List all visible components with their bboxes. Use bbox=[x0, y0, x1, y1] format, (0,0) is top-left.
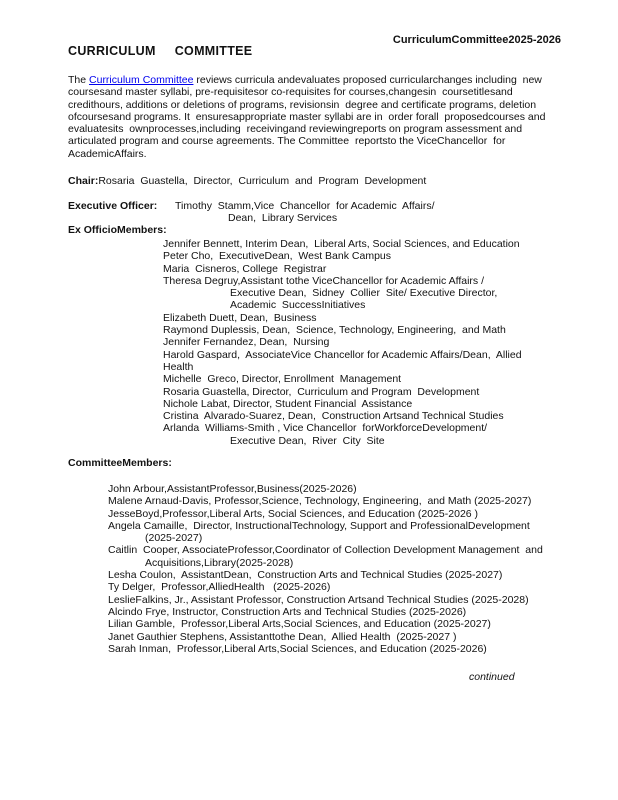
committee-member-line: Alcindo Frye, Instructor, Construction Arts and Technical Studies (2025-2026) bbox=[108, 605, 467, 618]
ex-officio-member-line: Theresa Degruy,Assistant tothe ViceChancellor for Academic Affairs / bbox=[163, 274, 484, 287]
committee-member-line: Sarah Inman, Professor,Liberal Arts,Social Sciences, and Education (2025-2026) bbox=[108, 642, 487, 655]
committee-member-line: Lilian Gamble, Professor,Liberal Arts,Social Sciences, and Education (2025-2027) bbox=[108, 618, 491, 631]
intro-paragraph bbox=[68, 74, 569, 160]
document-header-label: CurriculumCommittee2025-2026 bbox=[392, 34, 561, 46]
ex-officio-member-line: Jennifer Fernandez, Dean, Nursing bbox=[163, 336, 330, 349]
committee-member-line: Malene Arnaud-Davis, Professor,Science, Technology, Engineering, and Math (2025-2027) bbox=[108, 495, 532, 508]
ex-officio-heading: Ex OfficioMembers: bbox=[68, 224, 167, 236]
intro-body: reviews curricula andevaluates proposed curricularchanges including new coursesand master syllabi, pre-requisitesor co-requisites for courses,changesin coursetitlesand credithours, additions or deletions of programs, revisionsin degree and certificate programs, deletion ofcoursesand programs. It ensuresappropriate master syllabi are in order forall proposedcourses and evaluatesits ownprocesses,including receivingand reviewingreports on program assessment and articulated program and course agreements. The Committee reportsto the ViceChancellor for AcademicAffairs. bbox=[68, 74, 549, 160]
executive-officer-label: Executive Officer: bbox=[68, 200, 158, 212]
ex-officio-member-line: Rosaria Guastella, Director, Curriculum and Program Development bbox=[163, 385, 480, 398]
executive-officer-line bbox=[68, 200, 435, 212]
page-title bbox=[68, 45, 252, 57]
committee-members-heading: CommitteeMembers: bbox=[68, 457, 172, 469]
ex-officio-member-line-continuation: Health bbox=[163, 360, 194, 373]
committee-member-line: Caitlin Cooper, AssociateProfessor,Coordinator of Collection Development Management and bbox=[108, 544, 543, 557]
intro-prefix: The bbox=[68, 74, 90, 86]
ex-officio-member-line-continuation: Executive Dean, River City Site bbox=[230, 434, 385, 447]
committee-member-line-continuation: (2025-2027) bbox=[145, 532, 203, 545]
ex-officio-member-line: Raymond Duplessis, Dean, Science, Technology, Engineering, and Math bbox=[163, 324, 506, 337]
committee-members-list bbox=[108, 483, 543, 655]
committee-member-line: JesseBoyd,Professor,Liberal Arts, Social Sciences, and Education (2025-2026 ) bbox=[108, 507, 479, 520]
ex-officio-member-line: Harold Gaspard, AssociateVice Chancellor for Academic Affairs/Dean, Allied bbox=[163, 348, 522, 361]
ex-officio-list bbox=[163, 238, 522, 447]
ex-officio-member-line: Cristina Alvarado-Suarez, Dean, Construction Artsand Technical Studies bbox=[163, 410, 504, 423]
ex-officio-member-line: Arlanda Williams-Smith , Vice Chancellor forWorkforceDevelopment/ bbox=[163, 422, 488, 435]
ex-officio-member-line-continuation: Executive Dean, Sidney Collier Site/ Executive Director, bbox=[230, 287, 498, 300]
chair-line bbox=[68, 175, 426, 187]
continued-note: continued bbox=[469, 671, 515, 683]
ex-officio-member-line: Maria Cisneros, College Registrar bbox=[163, 262, 327, 275]
ex-officio-member-line: Jennifer Bennett, Interim Dean, Liberal Arts, Social Sciences, and Education bbox=[163, 238, 520, 250]
committee-member-line: John Arbour,AssistantProfessor,Business(2025-2026) bbox=[108, 483, 357, 495]
ex-officio-member-line: Michelle Greco, Director, Enrollment Management bbox=[163, 373, 402, 386]
committee-member-line: Ty Delger, Professor,AlliedHealth (2025-2026) bbox=[108, 581, 331, 594]
page-title-word2: COMMITTEE bbox=[174, 44, 253, 58]
executive-officer-name: Timothy Stamm,Vice Chancellor for Academic Affairs/ bbox=[175, 200, 435, 212]
ex-officio-member-line: Peter Cho, ExecutiveDean, West Bank Campus bbox=[163, 250, 391, 263]
chair-label: Chair: bbox=[68, 175, 99, 187]
ex-officio-member-line: Nichole Labat, Director, Student Financial Assistance bbox=[163, 397, 413, 410]
committee-member-line: LeslieFalkins, Jr., Assistant Professor, Construction Artsand Technical Studies (2025-2028) bbox=[108, 593, 529, 606]
committee-member-line: Angela Camaille, Director, InstructionalTechnology, Support and ProfessionalDevelopment bbox=[108, 519, 530, 532]
ex-officio-member-line-continuation: Academic SuccessInitiatives bbox=[230, 299, 366, 312]
curriculum-committee-link[interactable]: Curriculum Committee bbox=[89, 74, 194, 86]
chair-value: Rosaria Guastella, Director, Curriculum and Program Development bbox=[98, 175, 427, 187]
committee-member-line: Lesha Coulon, AssistantDean, Construction Arts and Technical Studies (2025-2027) bbox=[108, 569, 503, 582]
committee-member-line: Janet Gauthier Stephens, Assistanttothe Dean, Allied Health (2025-2027 ) bbox=[108, 630, 457, 643]
ex-officio-member-line: Elizabeth Duett, Dean, Business bbox=[163, 311, 317, 324]
committee-member-line-continuation: Acquisitions,Library(2025-2028) bbox=[145, 556, 294, 569]
executive-officer-line2: Dean, Library Services bbox=[228, 212, 338, 224]
page-title-word1: CURRICULUM bbox=[68, 44, 156, 58]
